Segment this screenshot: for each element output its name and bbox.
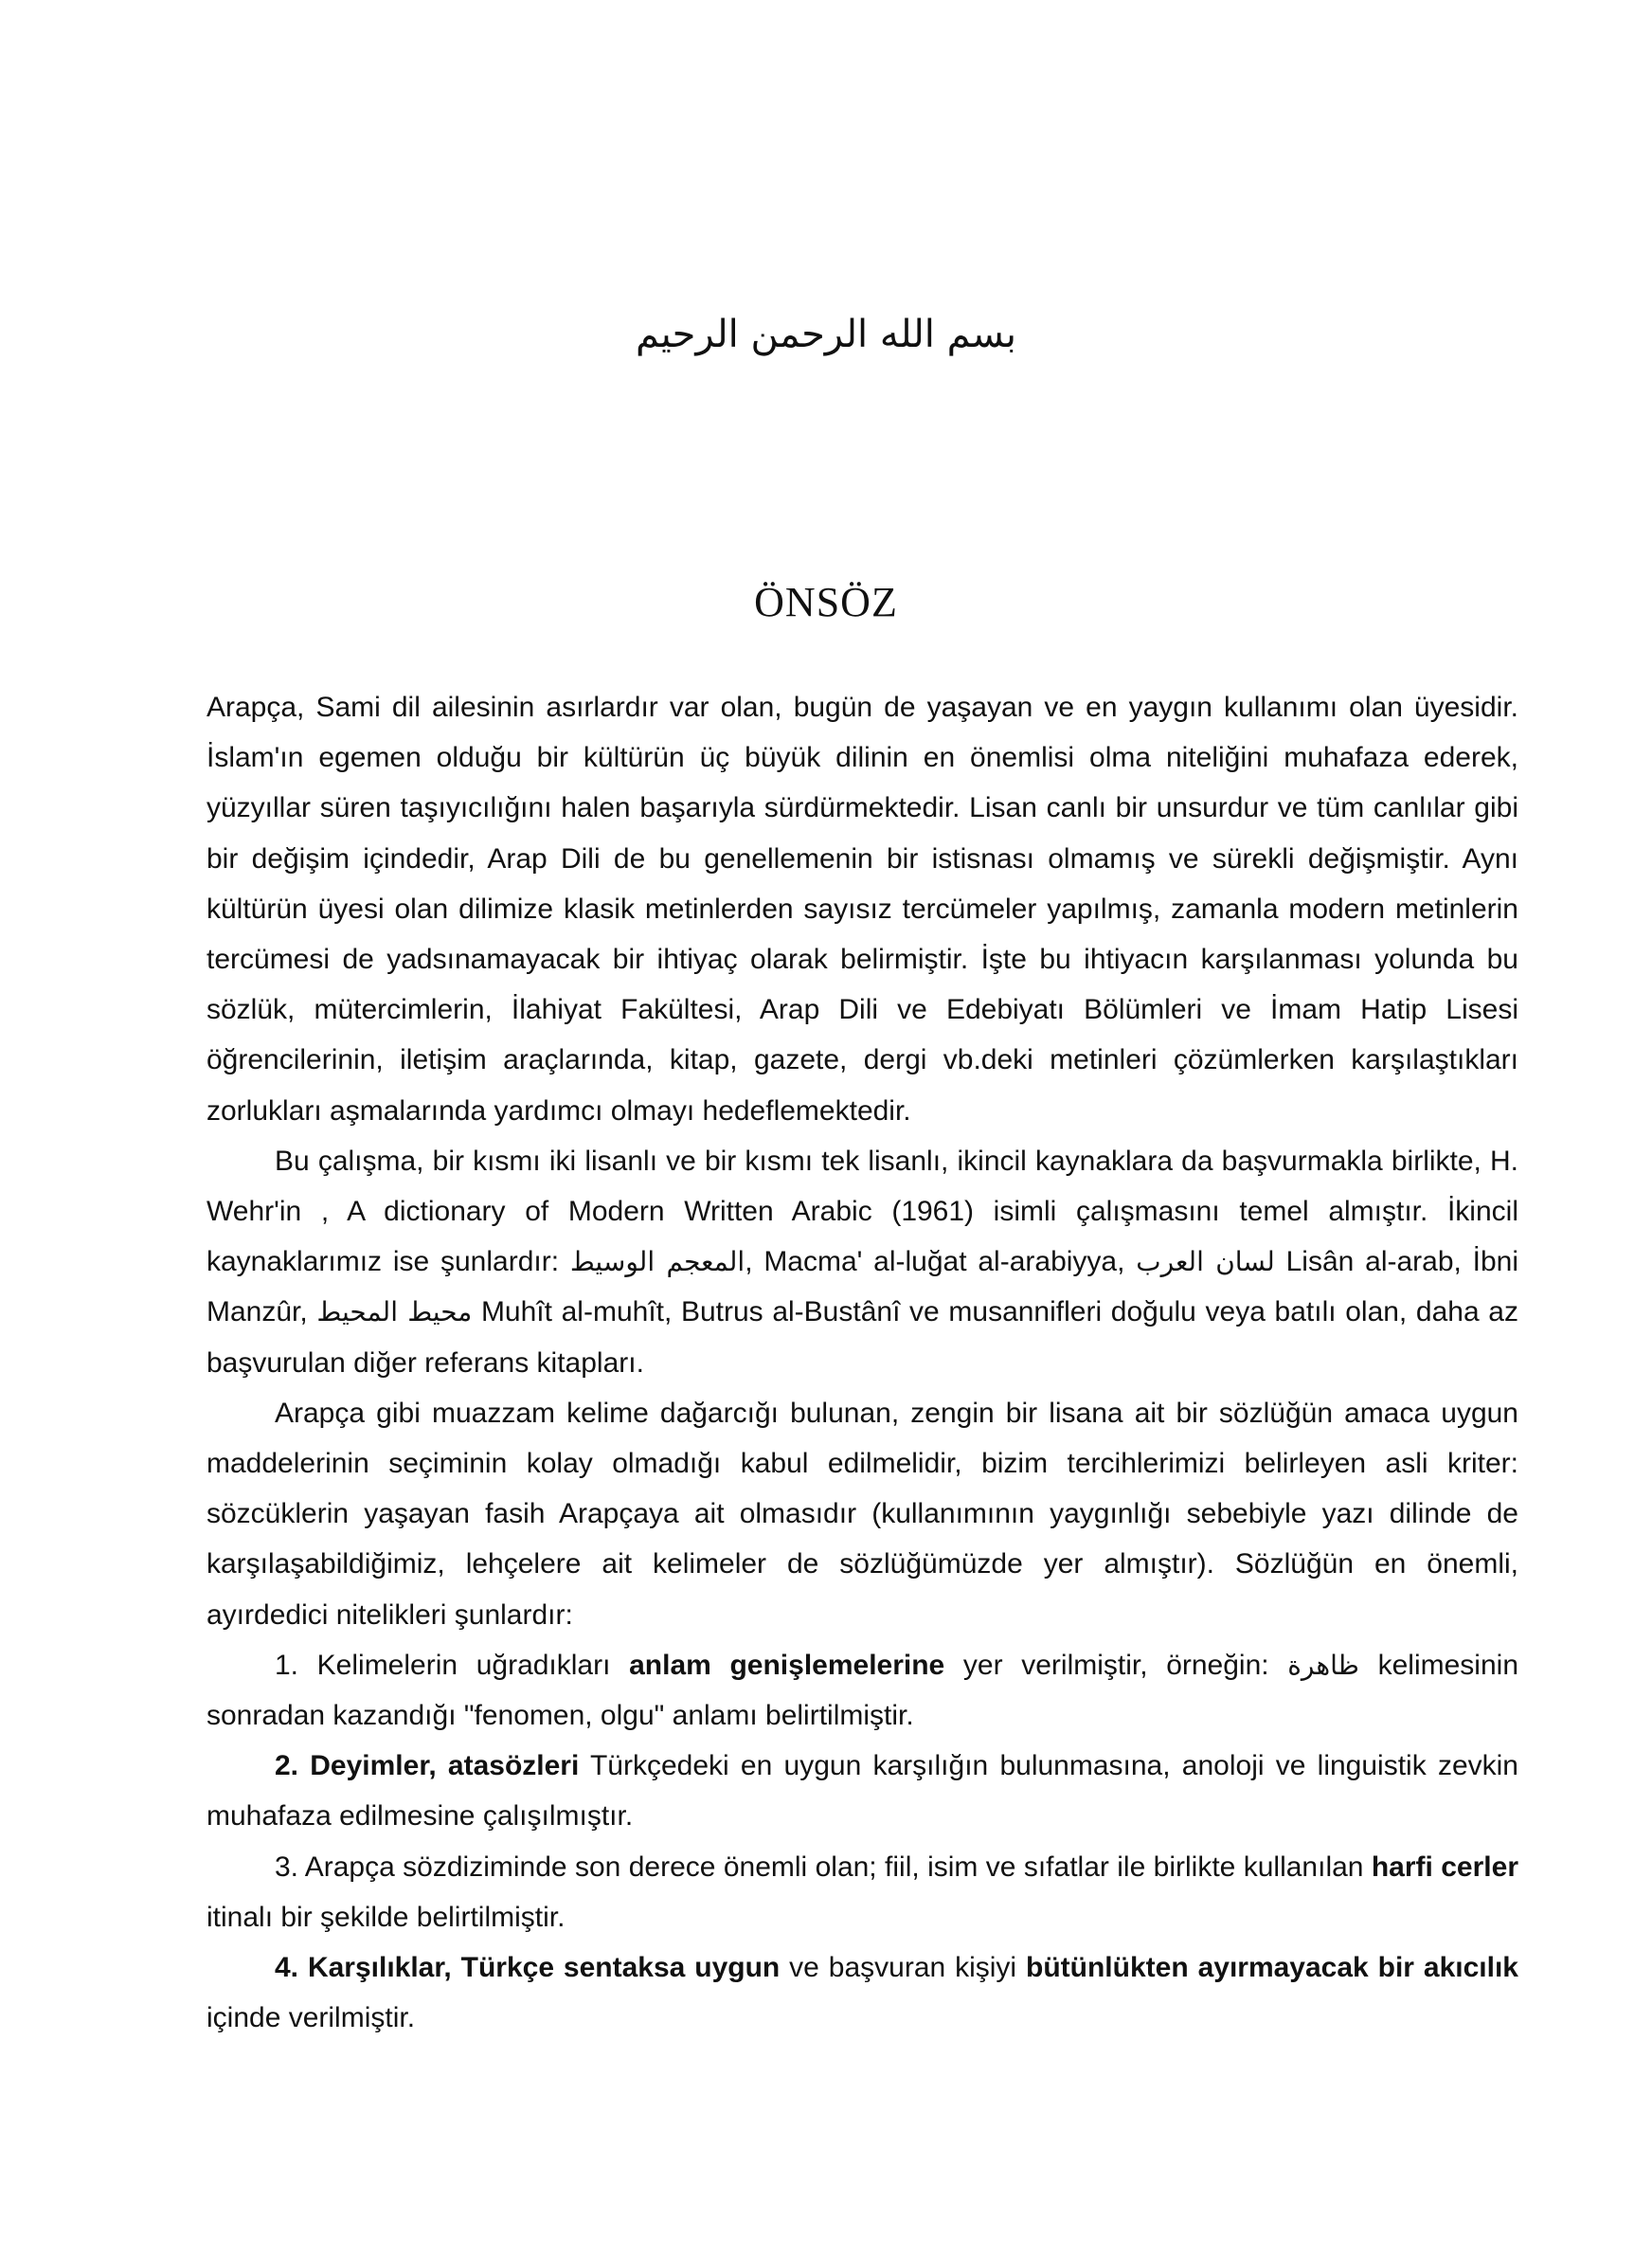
paragraph-intro: Arapça, Sami dil ailesinin asırlardır var olan, bugün de yaşayan ve en yaygın kullanımı olan üyesidir. İslam'ın egemen olduğu bir kültürün üç büyük dilinin en önemlisi olma niteliğini muhafaza ederek, yüzyıllar süren taşıyıcılığını halen başarıyla sürdürmektedir. Lisan canlı bir unsurdur ve tüm canlılar gibi bir değişim içindedir, Arap Dili de bu genellemenin bir istisnası olmamış ve sürekli değişmiştir. Aynı kültürün üyesi olan dilimize klasik metinlerden sayısız tercümeler yapılmış, zamanla modern metinlerin tercümesi de yadsınamayacak bir ihtiyaç olarak belirmiştir. İşte bu ihtiyacın karşılanması yolunda bu sözlük, mütercimlerin, İlahiyat Fakültesi, Arap Dili ve Edebiyatı Bölümleri ve İmam Hatip Lisesi öğrencilerinin, iletişim araçlarında, kitap, gazete, dergi vb.deki metinleri çözümlerken karşılaştıkları zorlukları aşmalarında yardımcı olmayı hedeflemektedir. [206, 692, 1518, 1127]
item1-post: kelimesinin sonradan kazandığı "fenomen, olgu" anlamı belirtilmiştir. [206, 1649, 1519, 1732]
item2-post: Türkçedeki en uygun karşılığın bulunmasına, anoloji ve linguistik zevkin muhafaza edilmesine çalışılmıştır. [206, 1750, 1518, 1833]
item4-num: 4. [275, 1952, 308, 1984]
sources-text-b: , Macma' al-luğat al-arabiyya, [745, 1246, 1137, 1278]
list-item-2 [206, 1741, 1518, 1841]
sources-text-a: Bu çalışma, bir kısmı iki lisanlı ve bir kısmı tek lisanlı, ikincil kaynaklara da başvurmakla birlikte, H. Wehr'in , A dictionary of Modern Written Arabic (1961) isimli çalışmasını temel almıştır. İkincil kaynaklarımız ise şunlardır: [206, 1145, 1518, 1278]
arabic-source-2: لسان العرب [1136, 1246, 1275, 1278]
document-body [206, 682, 1518, 2043]
item4-post: içinde verilmiştir. [206, 2002, 416, 2034]
paragraph-sources [206, 1136, 1518, 1388]
item4-mid: ve başvuran kişiyi [780, 1952, 1027, 1984]
item2-num: 2. [275, 1750, 311, 1782]
item1-pre: 1. Kelimelerin uğradıkları [275, 1649, 630, 1681]
item4-bold-1: Karşılıklar, Türkçe sentaksa uygun [307, 1952, 781, 1984]
sources-text-c: Lisân al-arab, İbni Manzûr, [206, 1246, 1519, 1328]
item3-pre: 3. Arapça sözdiziminde son derece önemli olan; fiil, isim ve sıfatlar ile birlikte kullanılan [275, 1851, 1372, 1883]
list-item-4 [206, 1942, 1518, 2043]
list-item-1 [206, 1640, 1518, 1741]
arabic-source-3: محيط المحيط [316, 1296, 473, 1328]
item3-bold: harfi cerler [1371, 1851, 1518, 1883]
item1-bold: anlam genişlemelerine [629, 1649, 945, 1681]
list-item-3 [206, 1842, 1518, 1942]
paragraph-criteria: Arapça gibi muazzam kelime dağarcığı bulunan, zengin bir lisana ait bir sözlüğün amaca uygun maddelerinin seçiminin kolay olmadığı kabul edilmelidir, bizim tercihlerimizi belirleyen asli kriter: sözcüklerin yaşayan fasih Arapçaya ait olmasıdır (kullanımının yaygınlığı sebebiyle yazı dilinde de karşılaşabildiğimiz, lehçelere ait kelimeler de sözlüğümüzde yer almıştır). Sözlüğün en önemli, ayırdedici nitelikleri şunlardır: [206, 1397, 1518, 1631]
arabic-source-1: المعجم الوسيط [569, 1246, 745, 1278]
item2-bold: Deyimler, atasözleri [310, 1750, 580, 1782]
item1-mid: yer verilmiştir, örneğin: [944, 1649, 1288, 1681]
item4-bold-2: bütünlükten ayırmayacak bir akıcılık [1026, 1952, 1518, 1984]
page-title: ÖNSÖZ [754, 579, 898, 625]
basmala-heading: بسم الله الرحمن الرحيم [635, 313, 1017, 356]
item3-post: itinalı bir şekilde belirtilmiştir. [206, 1901, 566, 1933]
sources-text-d: Muhît al-muhît, Butrus al-Bustânî ve musannifleri doğulu veya batılı olan, daha az başvurulan diğer referans kitapları. [206, 1296, 1518, 1379]
arabic-example-word: ظاهرة [1287, 1649, 1359, 1681]
